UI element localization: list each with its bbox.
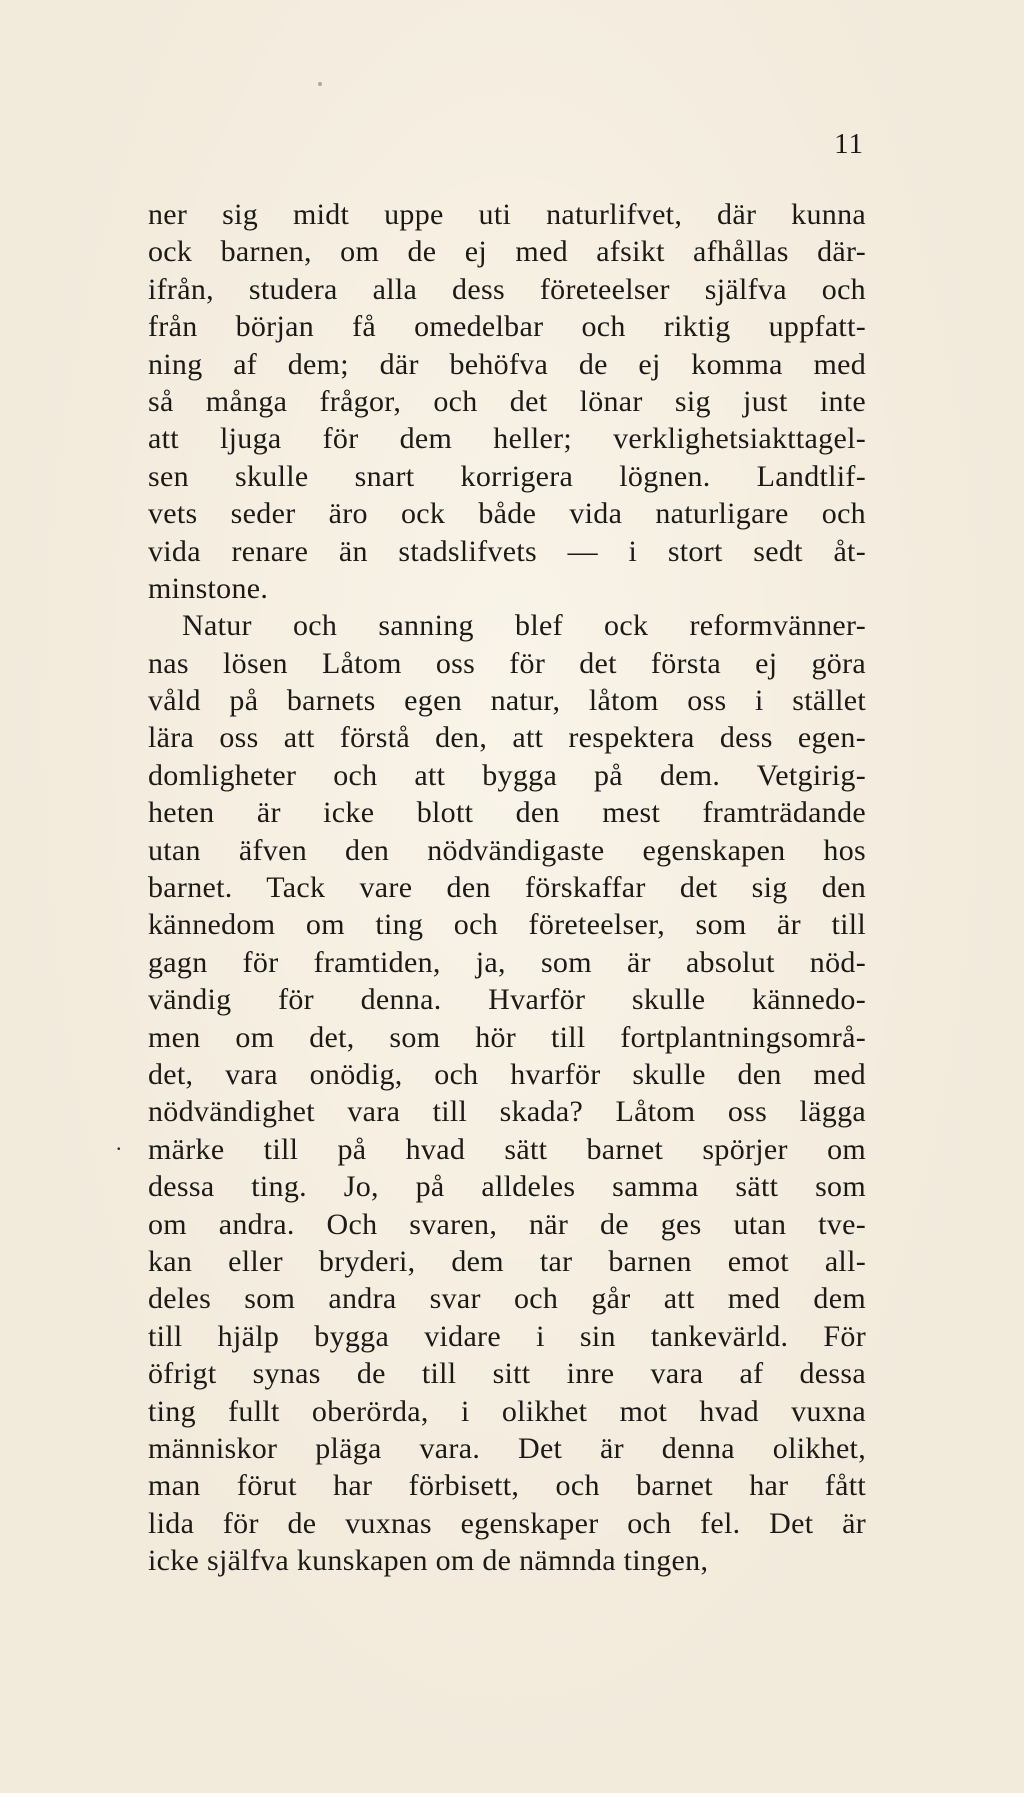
- text-line: från början få omedelbar och riktig uppfatt-: [148, 310, 866, 344]
- text-line: Natur och sanning blef ock reformvänner-: [182, 609, 866, 643]
- text-line: till hjälp bygga vidare i sin tankevärld. För: [148, 1319, 866, 1353]
- paragraph-2: [148, 607, 866, 1579]
- text-line: ifrån, studera alla dess företeelser själfva och: [148, 272, 866, 306]
- text-line: om andra. Och svaren, när de ges utan tve-: [148, 1207, 866, 1241]
- body-text: [148, 196, 866, 1579]
- paragraph-1: [148, 196, 866, 607]
- text-line: icke själfva kunskapen om de nämnda tingen,: [148, 1544, 709, 1578]
- text-line: kännedom om ting och företeelser, som är till: [148, 908, 866, 942]
- text-line: öfrigt synas de till sitt inre vara af dessa: [148, 1357, 866, 1391]
- text-line: ning af dem; där behöfva de ej komma med: [148, 347, 866, 381]
- text-line: utan äfven den nödvändigaste egenskapen hos: [148, 833, 866, 867]
- text-line: vida renare än stadslifvets — i stort sedt åt-: [148, 534, 866, 568]
- text-line: gagn för framtiden, ja, som är absolut nöd-: [148, 945, 866, 979]
- page-number: 11: [834, 128, 864, 160]
- text-line: deles som andra svar och går att med dem: [148, 1282, 866, 1316]
- paper-speck: [318, 82, 322, 86]
- text-line: heten är icke blott den mest framträdande: [148, 796, 866, 830]
- text-line: men om det, som hör till fortplantningsområ-: [148, 1020, 866, 1054]
- text-line: nödvändighet vara till skada? Låtom oss lägga: [148, 1095, 866, 1129]
- text-line: så många frågor, och det lönar sig just inte: [148, 384, 866, 418]
- text-line: domligheter och att bygga på dem. Vetgirig-: [148, 758, 866, 792]
- text-line: våld på barnets egen natur, låtom oss i stället: [148, 684, 866, 718]
- text-line: sen skulle snart korrigera lögnen. Landtlif-: [148, 459, 866, 493]
- text-line: ner sig midt uppe uti naturlifvet, där kunna: [148, 198, 866, 231]
- text-line: minstone.: [148, 571, 269, 605]
- text-line: vändig för denna. Hvarför skulle kännedo-: [148, 983, 866, 1017]
- text-line: det, vara onödig, och hvarför skulle den med: [148, 1057, 866, 1091]
- text-line: lida för de vuxnas egenskaper och fel. Det är: [148, 1506, 866, 1540]
- text-line: ock barnen, om de ej med afsikt afhållas där-: [148, 235, 866, 269]
- text-line: nas lösen Låtom oss för det första ej göra: [148, 646, 866, 680]
- text-line: att ljuga för dem heller; verklighetsiakttagel-: [148, 422, 866, 456]
- text-line: dessa ting. Jo, på alldeles samma sätt som: [148, 1170, 866, 1204]
- text-line: vets seder äro ock både vida naturligare och: [148, 497, 866, 531]
- text-line: kan eller bryderi, dem tar barnen emot all-: [148, 1244, 866, 1278]
- text-line: människor pläga vara. Det är denna olikhet,: [148, 1431, 866, 1465]
- text-line: lära oss att förstå den, att respektera dess egen-: [148, 721, 866, 755]
- text-line: märke till på hvad sätt barnet spörjer om: [148, 1132, 866, 1166]
- text-line: barnet. Tack vare den förskaffar det sig den: [148, 871, 866, 905]
- text-line: ting fullt oberörda, i olikhet mot hvad vuxna: [148, 1394, 866, 1428]
- margin-dot: .: [116, 1130, 122, 1155]
- text-line: man förut har förbisett, och barnet har fått: [148, 1469, 866, 1503]
